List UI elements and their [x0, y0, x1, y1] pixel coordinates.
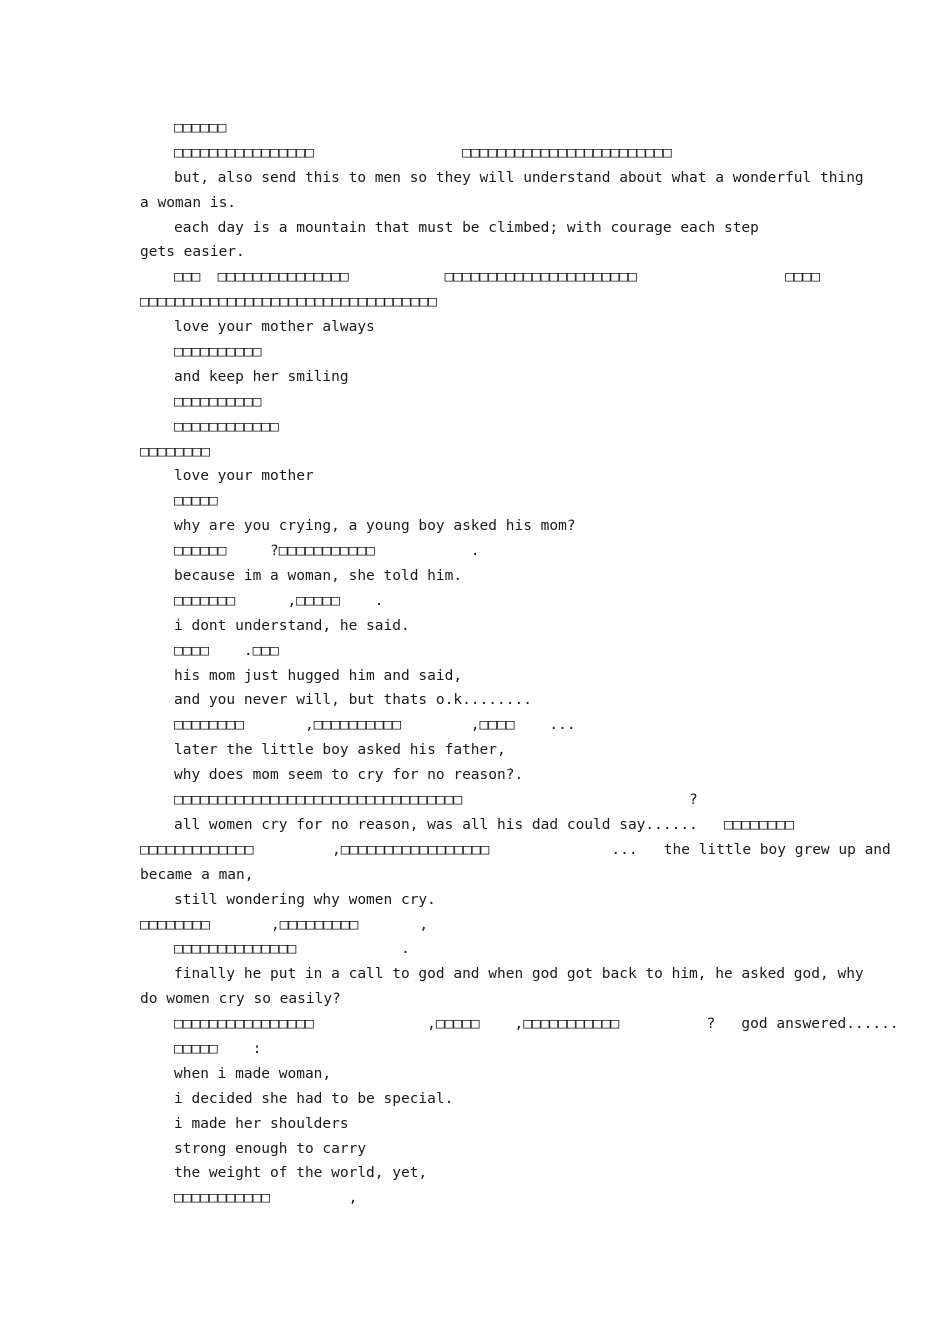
text-line: still wondering why women cry.	[174, 891, 436, 908]
text-line: and keep her smiling	[174, 368, 349, 385]
text-line: do women cry so easily?	[140, 991, 341, 1008]
text-line: became a man,	[140, 866, 254, 883]
text-line: i made her shoulders	[174, 1115, 349, 1132]
text-line: □□□ □□□□□□□□□□□□□□□ □□□□□□□□□□□□□□□□□□□□□□ □□□□	[174, 269, 821, 286]
text-line: when i made woman,	[174, 1065, 332, 1082]
text-line: □□□□□□□□□□□□□□□□□□□□□□□□□□□□□□□□□ ?	[174, 792, 698, 809]
text-line: □□□□□□□□□□□□□□□□ □□□□□□□□□□□□□□□□□□□□□□□□	[174, 144, 672, 161]
text-line: love your mother	[174, 468, 314, 485]
text-line: □□□□□□□□□□□□□□ .	[174, 941, 410, 958]
text-line: □□□□□□	[174, 120, 227, 136]
text-line: □□□□□□□□	[140, 443, 210, 460]
text-line: □□□□□□□□□□	[174, 393, 262, 410]
text-line: a woman is.	[140, 194, 237, 211]
text-line: □□□□□□ ?□□□□□□□□□□□ .	[174, 543, 480, 560]
text-line: the weight of the world, yet,	[174, 1165, 428, 1182]
text-line: strong enough to carry	[174, 1140, 367, 1157]
text-line: all women cry for no reason, was all his dad could say...... □□□□□□□□	[174, 816, 794, 833]
document-body	[140, 116, 899, 1211]
text-line: i dont understand, he said.	[174, 617, 410, 634]
text-line: □□□□□□□□□□□□□□□□ ,□□□□□ ,□□□□□□□□□□□ ? god answered......	[174, 1016, 899, 1033]
text-line: each day is a mountain that must be climbed; with courage each step	[174, 219, 759, 236]
text-line: □□□□□ :	[174, 1040, 262, 1057]
text-line: later the little boy asked his father,	[174, 742, 506, 759]
text-line: his mom just hugged him and said,	[174, 667, 463, 684]
text-line: □□□□□□□□□□□ ,	[174, 1190, 358, 1207]
text-line: □□□□□□□ ,□□□□□ .	[174, 592, 384, 609]
text-line: i decided she had to be special.	[174, 1090, 454, 1107]
text-line: because im a woman, she told him.	[174, 568, 463, 585]
text-line: gets easier.	[140, 244, 245, 261]
text-line: □□□□□□□□ ,□□□□□□□□□ ,	[140, 916, 429, 933]
text-line: □□□□ .□□□	[174, 642, 279, 659]
text-line: finally he put in a call to god and when god got back to him, he asked god, why	[174, 966, 864, 983]
text-line: why does mom seem to cry for no reason?.	[174, 767, 524, 784]
text-line: □□□□□□□□□□□□□□□□□□□□□□□□□□□□□□□□□□	[140, 294, 437, 311]
text-line: and you never will, but thats o.k........	[174, 692, 532, 709]
text-line: why are you crying, a young boy asked his mom?	[174, 518, 576, 535]
text-line: □□□□□□□□□□□□	[174, 418, 279, 435]
text-line: □□□□□□□□□□□□□ ,□□□□□□□□□□□□□□□□□ ... the little boy grew up and	[140, 841, 891, 858]
text-line: □□□□□	[174, 493, 218, 510]
text-line: but, also send this to men so they will understand about what a wonderful thing	[174, 169, 864, 186]
text-line: □□□□□□□□□□	[174, 344, 262, 361]
text-line: □□□□□□□□ ,□□□□□□□□□□ ,□□□□ ...	[174, 717, 576, 734]
text-line: love your mother always	[174, 319, 375, 336]
